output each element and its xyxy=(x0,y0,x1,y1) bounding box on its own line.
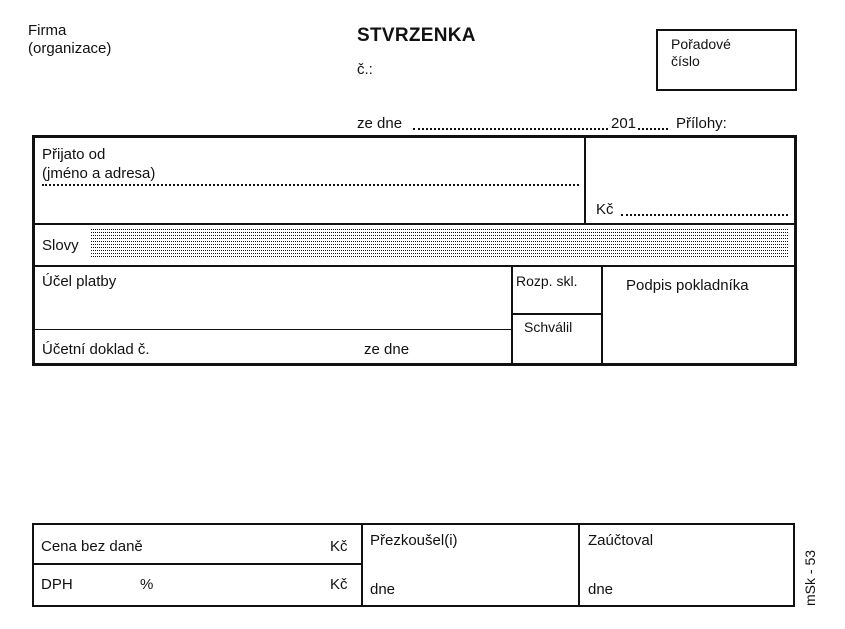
year-dotted-line xyxy=(638,127,668,130)
vat-currency-label: Kč xyxy=(330,576,348,593)
cost-center-label: Rozp. skl. xyxy=(516,273,578,289)
posted-by-label: Zaúčtoval xyxy=(588,532,654,549)
divider xyxy=(34,563,361,565)
date-label: ze dne xyxy=(357,115,403,132)
received-from-label: Přijato od xyxy=(42,146,106,163)
accounting-date-label: ze dne xyxy=(364,341,410,358)
order-number-sublabel: číslo xyxy=(671,53,700,69)
order-number-label: Pořadové xyxy=(671,36,731,52)
divider xyxy=(511,267,513,364)
divider xyxy=(34,265,795,267)
verified-date-label: dne xyxy=(370,581,396,598)
cashier-signature-label: Podpis pokladníka xyxy=(626,277,749,294)
amount-currency-label: Kč xyxy=(596,201,614,218)
divider xyxy=(584,137,586,225)
divider xyxy=(513,313,601,315)
received-from-dotted-line xyxy=(42,183,579,186)
received-from-sublabel: (jméno a adresa) xyxy=(42,165,156,182)
company-label: Firma xyxy=(28,22,67,39)
payment-purpose-label: Účel platby xyxy=(42,273,117,290)
attachments-label: Přílohy: xyxy=(676,115,727,132)
amount-dotted-line xyxy=(621,213,788,216)
approved-by-label: Schválil xyxy=(524,319,573,335)
accounting-document-label: Účetní doklad č. xyxy=(42,341,150,358)
order-number-box xyxy=(656,29,797,91)
posted-date-label: dne xyxy=(588,581,614,598)
divider xyxy=(361,525,363,605)
in-words-lines xyxy=(91,229,788,257)
price-currency-label: Kč xyxy=(330,538,348,555)
vat-percent-label: % xyxy=(140,576,154,593)
number-label: č.: xyxy=(357,61,373,78)
divider xyxy=(34,329,511,330)
year-prefix: 201 xyxy=(611,115,637,132)
divider xyxy=(34,223,795,225)
form-code: mSk - 53 xyxy=(802,549,818,606)
verified-by-label: Přezkoušel(i) xyxy=(370,532,458,549)
divider xyxy=(601,267,603,364)
divider xyxy=(578,525,580,605)
company-sublabel: (organizace) xyxy=(28,40,112,57)
date-dotted-line xyxy=(413,127,608,130)
in-words-label: Slovy xyxy=(42,237,79,254)
document-title: STVRZENKA xyxy=(357,25,476,46)
price-without-tax-label: Cena bez daně xyxy=(41,538,143,555)
vat-label: DPH xyxy=(41,576,73,593)
